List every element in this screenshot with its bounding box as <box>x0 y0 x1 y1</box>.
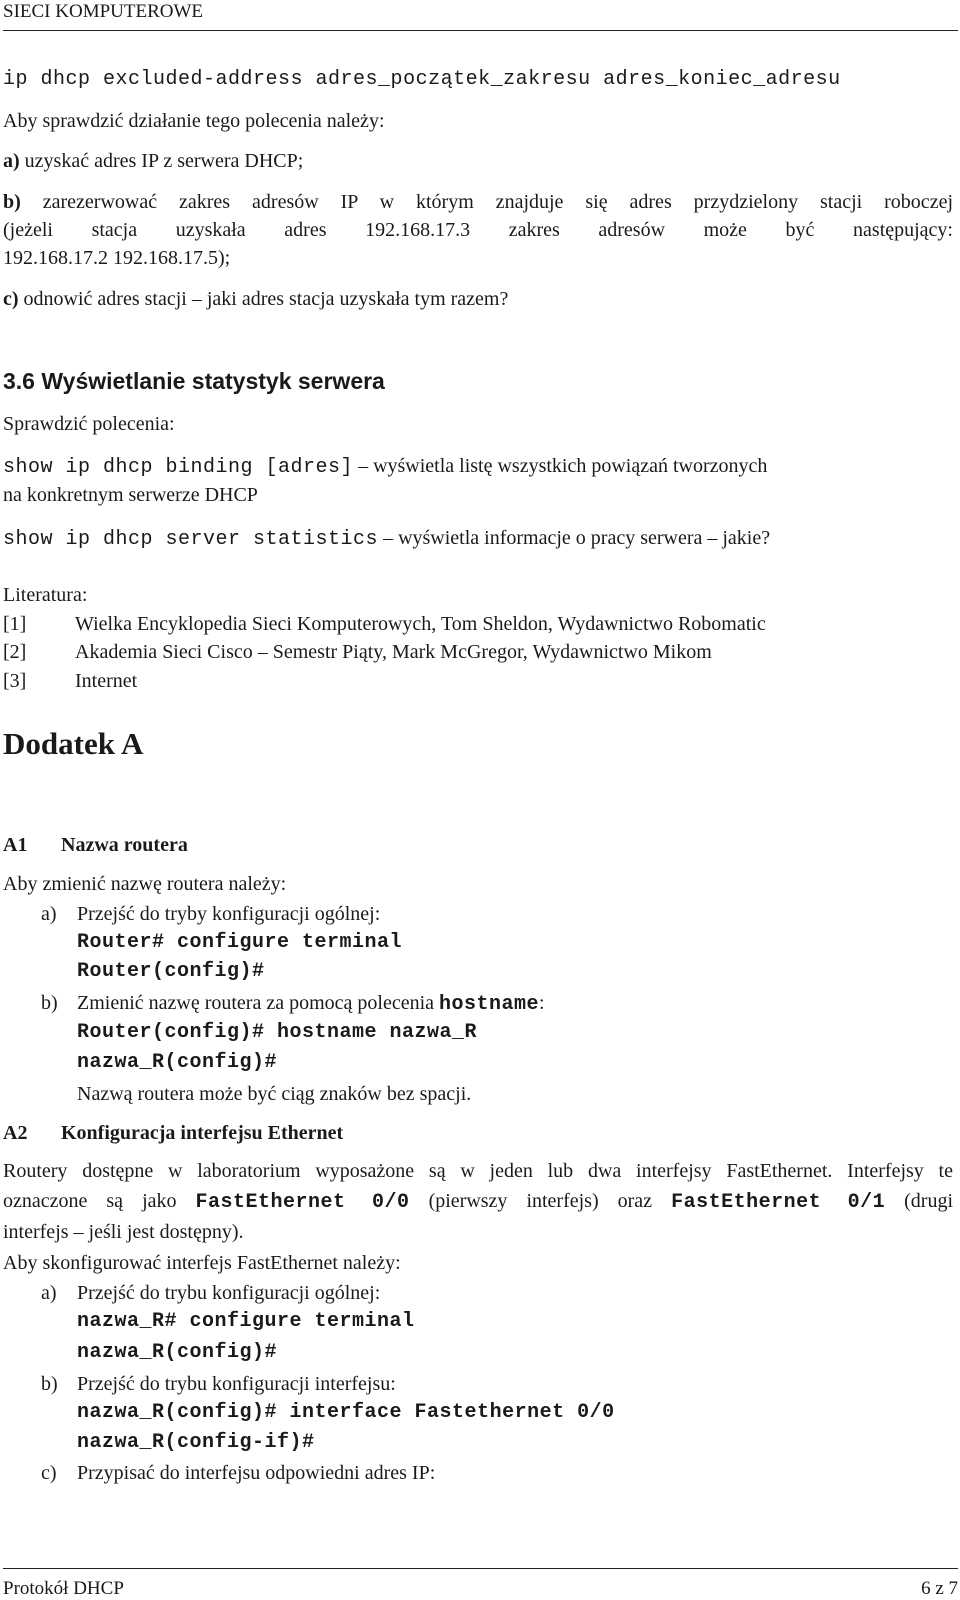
a1-title: Nazwa routera <box>61 834 188 856</box>
a1-step-b-label: b) <box>41 992 58 1014</box>
section-heading-3-6: 3.6 Wyświetlanie statystyk serwera <box>3 368 385 394</box>
a1-note: Nazwą routera może być ciąg znaków bez spacji. <box>77 1083 472 1105</box>
literature-item-text: Internet <box>75 670 138 692</box>
literature-item-text: Wielka Encyklopedia Sieci Komputerowych, Tom Sheldon, Wydawnictwo Robomatic <box>75 613 766 635</box>
a2-p-interface-0: FastEthernet 0/0 <box>195 1191 410 1214</box>
a1-number: A1 <box>3 834 28 856</box>
literature-item <box>3 612 953 636</box>
a2-code-configure: nazwa_R# configure terminal <box>77 1310 415 1333</box>
step-b-line3: 192.168.17.2 192.168.17.5); <box>3 247 231 269</box>
literature-item <box>3 669 953 693</box>
a2-p-text-a: oznaczone są jako <box>3 1190 196 1212</box>
a2-step-a-label: a) <box>41 1282 57 1304</box>
a2-paragraph-line2 <box>3 1189 953 1215</box>
step-a-label: a) <box>3 150 20 172</box>
a2-intro: Aby skonfigurować interfejs FastEthernet należy: <box>3 1252 401 1274</box>
step-a <box>3 149 303 173</box>
a2-heading <box>3 1121 953 1145</box>
a1-step-a-label: a) <box>41 903 57 925</box>
step-c <box>3 287 508 311</box>
a2-step-a-text: Przejść do trybu konfiguracji ogólnej: <box>77 1282 381 1304</box>
literature-item <box>3 640 953 664</box>
a1-heading <box>3 833 953 857</box>
a1-step-b-colon: : <box>539 992 545 1014</box>
a2-code-config-prompt: nazwa_R(config)# <box>77 1341 278 1364</box>
a2-step-c-text: Przypisać do interfejsu odpowiedni adres IP: <box>77 1462 436 1484</box>
literature-item-number: [3] <box>3 670 27 692</box>
section-intro: Sprawdzić polecenia: <box>3 413 175 435</box>
page-footer <box>3 1568 958 1599</box>
step-b-line1 <box>3 190 953 214</box>
step-c-text: odnowić adres stacji – jaki adres stacja uzyskała tym razem? <box>18 288 509 310</box>
binding-command-desc-2: na konkretnym serwerze DHCP <box>3 484 258 506</box>
step-c-label: c) <box>3 288 19 310</box>
step-a-text: uzyskać adres IP z serwera DHCP; <box>19 150 304 172</box>
a1-step-b-desc: Zmienić nazwę routera za pomocą polecenia <box>77 992 440 1014</box>
a2-code-interface: nazwa_R(config)# interface Fastethernet 0/0 <box>77 1401 615 1424</box>
a2-step-c-label: c) <box>41 1462 57 1484</box>
literature-item-number: [1] <box>3 613 27 635</box>
statistics-command-desc: – wyświetla informacje o pracy serwera – jakie? <box>378 527 771 549</box>
header-title: SIECI KOMPUTEROWE <box>3 1 204 22</box>
a1-intro: Aby zmienić nazwę routera należy: <box>3 873 287 895</box>
a1-code-configure: Router# configure terminal <box>77 931 403 954</box>
a2-code-if-prompt: nazwa_R(config-if)# <box>77 1431 315 1454</box>
step-b-label: b) <box>3 191 21 213</box>
a2-step-b-text: Przejść do trybu konfiguracji interfejsu: <box>77 1373 396 1395</box>
literature-item-text: Akademia Sieci Cisco – Semestr Piąty, Mark McGregor, Wydawnictwo Mikom <box>75 641 712 663</box>
a2-paragraph-line3: interfejs – jeśli jest dostępny). <box>3 1221 244 1243</box>
a1-step-b-text <box>77 991 545 1017</box>
document-page <box>3 0 958 1597</box>
a2-p-text-c: (drugi <box>885 1190 953 1212</box>
a2-p-text-b: (pierwszy interfejs) oraz <box>409 1190 672 1212</box>
literature-item-number: [2] <box>3 641 27 663</box>
a2-paragraph-line1: Routery dostępne w laboratorium wyposażone są w jeden lub dwa interfejsy FastEthernet. Interfejsy te <box>3 1160 953 1182</box>
a1-code-config-prompt: Router(config)# <box>77 960 265 983</box>
appendix-title: Dodatek A <box>3 726 144 761</box>
binding-command-line <box>3 454 767 480</box>
binding-command-desc: – wyświetla listę wszystkich powiązań tworzonych <box>353 455 768 477</box>
binding-command: show ip dhcp binding [adres] <box>3 456 354 479</box>
step-b-text: zarezerwować zakres adresów IP w którym znajduje się adres przydzielony stacji roboczej <box>20 191 953 213</box>
a1-code-hostname: Router(config)# hostname nazwa_R <box>77 1021 478 1044</box>
statistics-command-line <box>3 526 770 552</box>
step-b-line2: (jeżeli stacja uzyskała adres 192.168.17.3 zakres adresów może być następujący: <box>3 219 953 241</box>
statistics-command: show ip dhcp server statistics <box>3 528 379 551</box>
a1-step-a-text: Przejść do tryby konfiguracji ogólnej: <box>77 903 381 925</box>
check-intro: Aby sprawdzić działanie tego polecenia należy: <box>3 110 385 132</box>
a1-code-new-prompt: nazwa_R(config)# <box>77 1051 278 1074</box>
a2-p-interface-1: FastEthernet 0/1 <box>671 1191 886 1214</box>
literature-label: Literatura: <box>3 584 88 606</box>
a2-step-b-label: b) <box>41 1373 58 1395</box>
a1-step-b-cmd: hostname <box>439 993 540 1016</box>
a2-title: Konfiguracja interfejsu Ethernet <box>61 1122 344 1144</box>
page-header <box>3 0 958 31</box>
excluded-address-command: ip dhcp excluded-address adres_początek_zakresu adres_koniec_adresu <box>3 68 841 91</box>
page-number: 6 z 7 <box>921 1578 958 1599</box>
footer-title: Protokół DHCP <box>3 1578 124 1599</box>
a2-number: A2 <box>3 1122 28 1144</box>
